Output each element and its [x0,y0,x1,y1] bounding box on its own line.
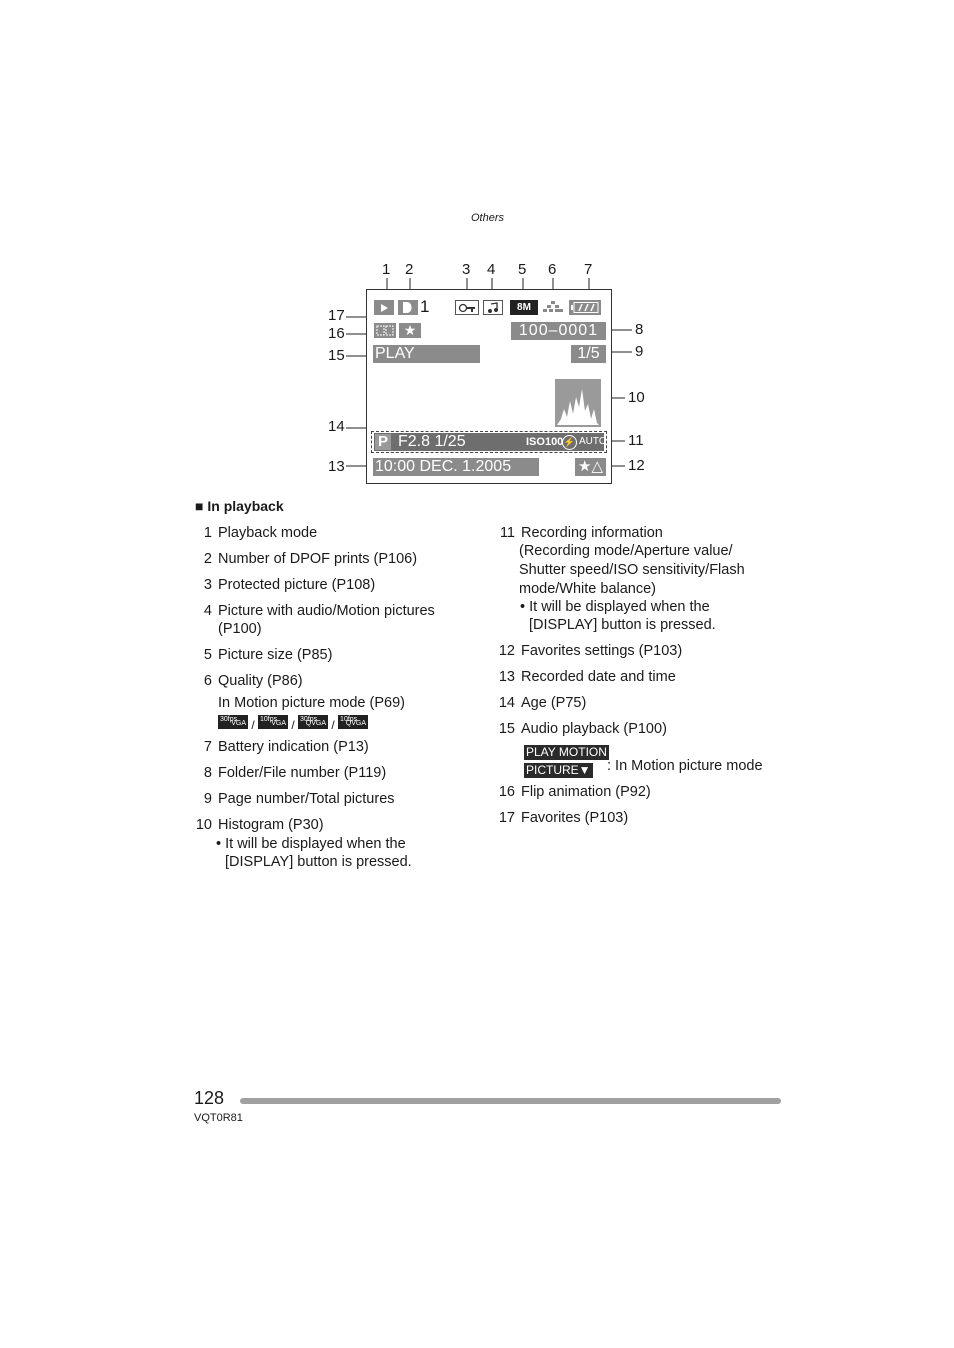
lcd-screen [366,289,612,484]
callout-4: 4 [487,261,496,278]
rec-mode: P [375,434,391,450]
list-note: (Recording mode/Aperture value/ [519,543,733,559]
badge-10fps-vga: 10fps VGA [260,716,287,727]
picture-size-icon: 8M [510,300,538,315]
folder-file-number: 100–0001 [511,322,606,340]
flash-icon: ⚡ [562,435,577,450]
list-item: (P100) [218,621,262,637]
badge-30fps-vga: 30fps VGA [220,716,246,727]
callout-11: 11 [628,432,644,449]
histogram [555,379,601,427]
favorites-setting: ★△ [575,458,606,476]
list-item: 2 Number of DPOF prints (P106) [203,551,418,567]
callout-2: 2 [405,261,414,278]
callout-8: 8 [635,321,644,338]
list-item: 12 Favorites settings (P103) [498,643,683,659]
list-note: [DISPLAY] button is pressed. [529,617,716,633]
battery-icon [569,300,601,315]
protect-icon [455,300,479,315]
section-title: ■ In playback [195,498,284,514]
badge-30fps-qvga: 30fps QVGA [300,716,327,727]
callout-17: 17 [328,307,345,324]
play-audio-label: PLAY AUDIO▽ [373,345,480,363]
list-item: 11 Recording information [499,525,663,541]
flip-animation-icon [374,323,396,338]
section-header: Others [471,212,505,224]
callout-10: 10 [628,389,645,406]
callout-13: 13 [328,458,345,475]
iso-value: ISO100 [526,436,564,448]
list-note: Shutter speed/ISO sensitivity/Flash [519,562,745,578]
list-item: 16 Flip animation (P92) [498,784,651,800]
list-item: 8 Folder/File number (P119) [203,765,387,781]
page-number-footer: 128 [194,1088,225,1108]
callout-7: 7 [584,261,593,278]
list-item: 15 Audio playback (P100) [498,721,667,737]
list-item: 9 Page number/Total pictures [203,791,395,807]
list-item: 6 Quality (P86) [203,673,303,689]
callout-15: 15 [328,347,345,364]
page-number: 1/5 [571,345,606,363]
dpof-count: 1 [420,297,430,316]
callout-3: 3 [462,261,471,278]
list-note: [DISPLAY] button is pressed. [225,854,412,870]
list-item: In Motion picture mode (P69) [218,695,405,711]
list-item: 7 Battery indication (P13) [203,739,369,755]
list-item: 14 Age (P75) [498,695,587,711]
list-note: mode/White balance) [519,581,657,597]
dpof-icon [398,300,418,315]
callout-16: 16 [328,325,345,342]
quality-icon [542,300,564,315]
square-bullet-icon: ■ [195,498,204,514]
callout-5: 5 [518,261,527,278]
callout-6: 6 [548,261,557,278]
aperture-shutter: F2.8 1/25 [398,433,466,450]
list-item: 17 Favorites (P103) [498,810,629,826]
list-item: 10 Histogram (P30) [195,817,324,833]
callout-9: 9 [635,343,644,360]
document-code: VQT0R81 [194,1112,243,1124]
list-item: 4 Picture with audio/Motion pictures [203,603,435,619]
list-item: 5 Picture size (P85) [203,647,333,663]
list-item: 1 Playback mode [203,525,318,541]
footer-rule [240,1098,781,1104]
list-note: • It will be displayed when the [520,599,710,615]
motion-quality-badges: 30fps VGA / 10fps VGA / 30fps QVGA / 10fps QVGA [220,716,367,732]
play-motion-picture-label: PLAY MOTION PICTURE▼ [526,745,607,777]
audio-icon [483,300,503,315]
badge-10fps-qvga: 10fps QVGA [340,716,367,727]
list-item: 3 Protected picture (P108) [203,577,376,593]
recorded-datetime: 10:00 DEC. 1.2005 [373,458,539,476]
motion-picture-note: : In Motion picture mode [607,758,763,774]
favorite-star-icon: ★ [399,323,421,338]
callout-12: 12 [628,457,645,474]
list-item: 13 Recorded date and time [498,669,676,685]
callout-14: 14 [328,418,345,435]
callout-1: 1 [382,261,391,278]
list-note: • It will be displayed when the [216,836,406,852]
recording-info-bar [374,433,607,451]
play-mode-icon [374,300,394,315]
white-balance: AUTO [579,436,607,447]
